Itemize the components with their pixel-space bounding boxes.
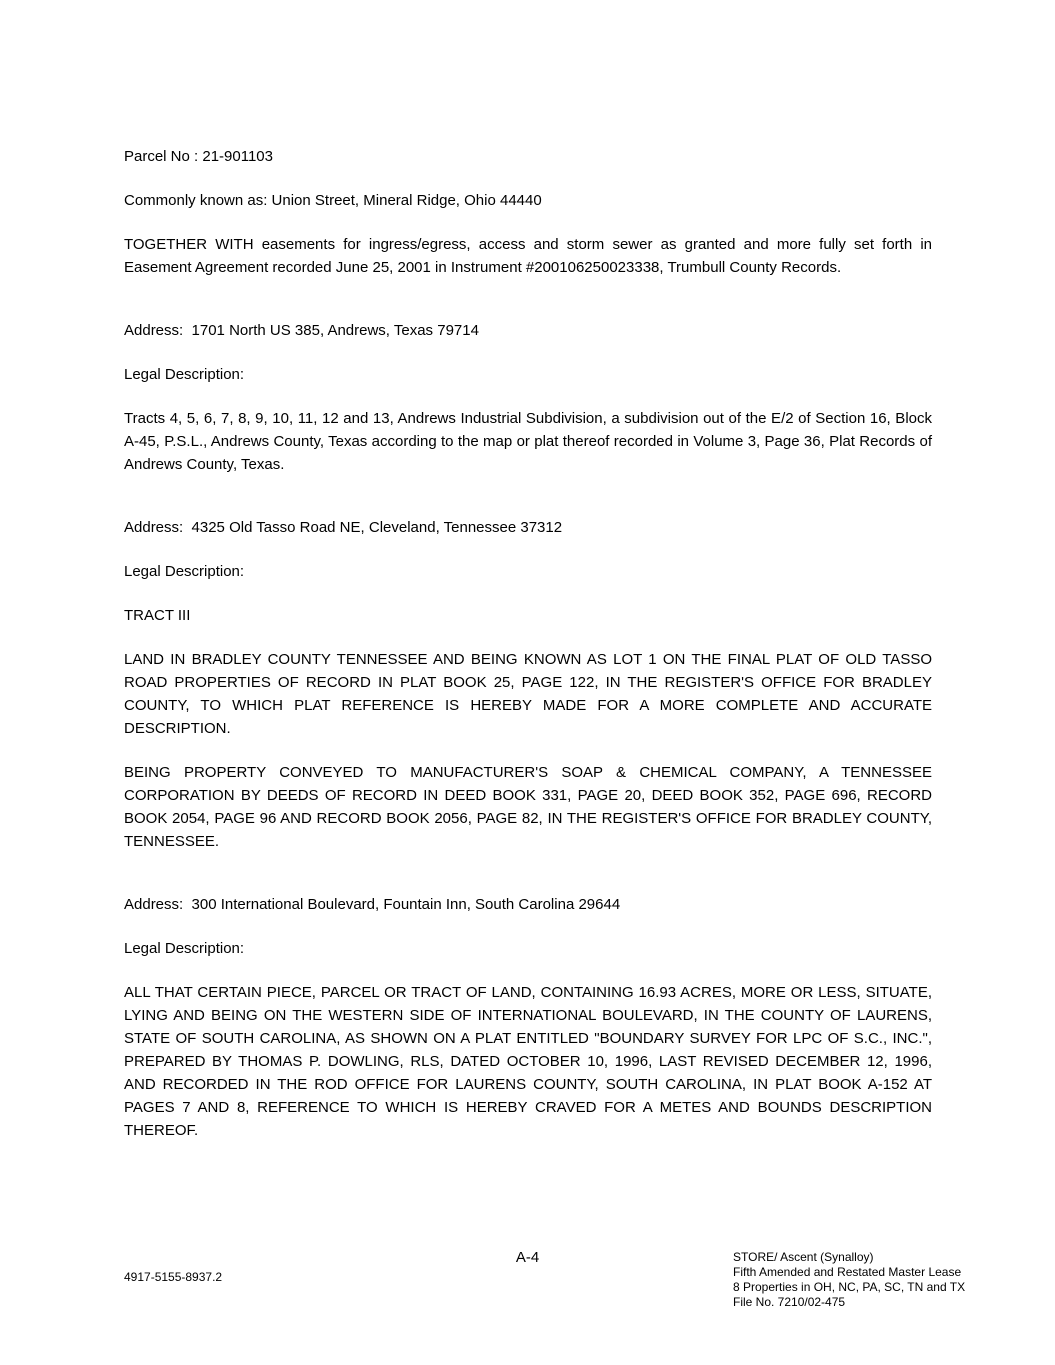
address-tennessee: Address: 4325 Old Tasso Road NE, Cleveland, Tennessee 37312 bbox=[124, 519, 563, 536]
legal-description-label-tennessee: Legal Description: bbox=[124, 563, 245, 580]
footer-case-info-line-2: Fifth Amended and Restated Master Lease bbox=[733, 1265, 962, 1279]
footer-case-info bbox=[733, 1250, 965, 1310]
address-texas: Address: 1701 North US 385, Andrews, Texas 79714 bbox=[124, 322, 479, 339]
footer-case-info-line-1: STORE/ Ascent (Synalloy) bbox=[733, 1250, 874, 1264]
parcel-number: Parcel No : 21-901103 bbox=[124, 148, 273, 165]
legal-description-tennessee-part1: LAND IN BRADLEY COUNTY TENNESSEE AND BEING KNOWN AS LOT 1 ON THE FINAL PLAT OF OLD TASSO ROAD PROPERTIES OF RECORD IN PLAT BOOK 25, PAGE 122, IN THE REGISTER'S OFFICE FOR BRADLEY COUNTY, TO WHICH PLAT REFERENCE IS HEREBY MADE FOR A MORE COMPLETE AND ACCURATE DESCRIPTION. bbox=[124, 651, 932, 737]
document-body bbox=[124, 145, 932, 1142]
address-south-carolina: Address: 300 International Boulevard, Fountain Inn, South Carolina 29644 bbox=[124, 896, 621, 913]
page-number: A-4 bbox=[515, 1249, 540, 1266]
legal-description-tennessee-part2: BEING PROPERTY CONVEYED TO MANUFACTURER'S SOAP & CHEMICAL COMPANY, A TENNESSEE CORPORATION BY DEEDS OF RECORD IN DEED BOOK 331, PAGE 20, DEED BOOK 352, PAGE 696, RECORD BOOK 2054, PAGE 96 AND RECORD BOOK 2056, PAGE 82, IN THE REGISTER'S OFFICE FOR BRADLEY COUNTY, TENNESSEE. bbox=[124, 764, 932, 850]
legal-description-texas: Tracts 4, 5, 6, 7, 8, 9, 10, 11, 12 and 13, Andrews Industrial Subdivision, a subdivision out of the E/2 of Section 16, Block A-45, P.S.L., Andrews County, Texas according to the map or plat thereof recorded in Volume 3, Page 36, Plat Records of Andrews County, Texas. bbox=[124, 410, 932, 473]
footer-case-info-line-4: File No. 7210/02-475 bbox=[733, 1295, 846, 1309]
commonly-known-as: Commonly known as: Union Street, Mineral Ridge, Ohio 44440 bbox=[124, 192, 542, 209]
easement-paragraph: TOGETHER WITH easements for ingress/egress, access and storm sewer as granted and more fully set forth in Easement Agreement recorded June 25, 2001 in Instrument #200106250023338, Trumbull County Records. bbox=[124, 236, 932, 276]
tract-heading: TRACT III bbox=[124, 607, 191, 624]
legal-description-label-texas: Legal Description: bbox=[124, 366, 245, 383]
legal-description-label-south-carolina: Legal Description: bbox=[124, 940, 245, 957]
footer-case-info-line-3: 8 Properties in OH, NC, PA, SC, TN and TX bbox=[733, 1280, 966, 1294]
document-reference-number: 4917-5155-8937.2 bbox=[124, 1270, 223, 1284]
legal-description-south-carolina: ALL THAT CERTAIN PIECE, PARCEL OR TRACT OF LAND, CONTAINING 16.93 ACRES, MORE OR LESS, SITUATE, LYING AND BEING ON THE WESTERN SIDE OF INTERNATIONAL BOULEVARD, IN THE COUNTY OF LAURENS, STATE OF SOUTH CAROLINA, AS SHOWN ON A PLAT ENTITLED "BOUNDARY SURVEY FOR LPC OF S.C., INC.", PREPARED BY THOMAS P. DOWLING, RLS, DATED OCTOBER 10, 1996, LAST REVISED DECEMBER 12, 1996, AND RECORDED IN THE ROD OFFICE FOR LAURENS COUNTY, SOUTH CAROLINA, IN PLAT BOOK A-152 AT PAGES 7 AND 8, REFERENCE TO WHICH IS HEREBY CRAVED FOR A METES AND BOUNDS DESCRIPTION THEREOF. bbox=[124, 984, 932, 1139]
